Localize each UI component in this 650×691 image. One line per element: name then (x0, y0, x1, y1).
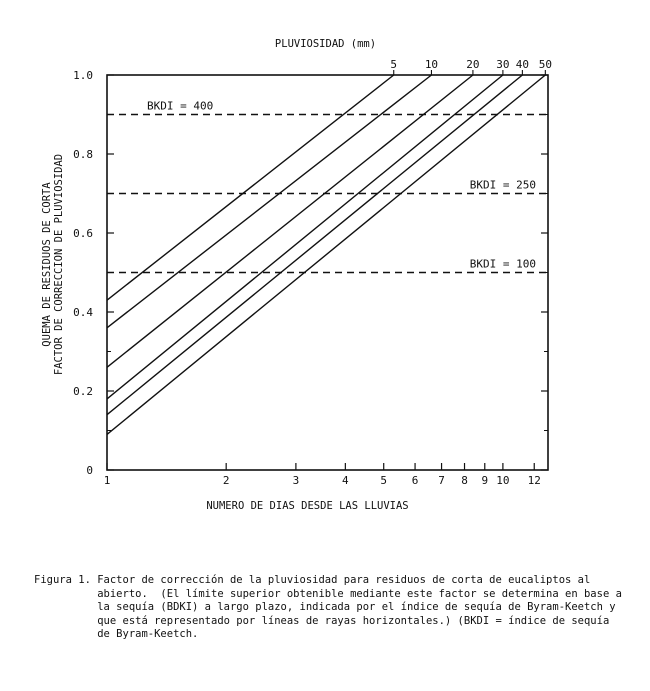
series-label: 50 (538, 58, 552, 71)
x-tick-label: 6 (411, 474, 419, 487)
series-label: 5 (390, 58, 398, 71)
series-label: 20 (466, 58, 480, 71)
y-tick-label: 0.6 (73, 227, 93, 240)
figure-caption (34, 574, 629, 642)
top-axis-title: PLUVIOSIDAD (mm) (274, 38, 377, 50)
caption-text: Factor de corrección de la pluviosidad para residuos de corta de eucaliptos al abierto. (El límite superior obtenible mediante este factor se determina en base a la sequía (BDKI) a largo plazo, indicada por el índice de sequía de Byram-Keetch y que está representado por líneas de rayas horizontales.) (BKDI = índice de sequía de Byram-Keetch. (97, 574, 629, 640)
x-tick-label: 4 (342, 474, 349, 487)
y-tick-label: 0 (86, 464, 93, 477)
x-tick-label: 2 (222, 474, 230, 487)
series-label: 10 (424, 58, 439, 71)
y-tick-label: 0.8 (73, 148, 93, 161)
x-tick-label: 3 (292, 474, 300, 487)
x-axis-title: NUMERO DE DIAS DESDE LAS LLUVIAS (206, 500, 409, 512)
x-tick-label: 7 (438, 474, 445, 487)
x-tick-label: 9 (481, 474, 489, 487)
bkdi-label: BKDI = 400 (147, 99, 214, 113)
rainfall-series-line (107, 75, 522, 415)
y-axis-title-line1: QUEMA DE RESIDUOS DE CORTA (41, 182, 53, 347)
rainfall-series-line (107, 75, 503, 399)
bkdi-label: BKDI = 100 (469, 257, 536, 271)
series-label: 40 (515, 58, 530, 71)
x-tick-label: 1 (103, 474, 111, 487)
bkdi-label: BKDI = 250 (469, 178, 536, 192)
x-tick-label: 8 (461, 474, 468, 487)
x-tick-label: 10 (496, 474, 510, 487)
rainfall-series-line (107, 75, 431, 328)
y-tick-label: 1.0 (73, 69, 93, 82)
x-tick-label: 5 (380, 474, 388, 487)
series-label: 30 (496, 58, 510, 71)
y-tick-label: 0.2 (73, 385, 93, 398)
y-axis-title-line2: FACTOR DE CORRECCION DE PLUVIOSIDAD (53, 153, 65, 376)
rainfall-series-line (107, 75, 473, 367)
caption-prefix: Figura 1. (34, 574, 98, 586)
x-tick-label: 12 (527, 474, 541, 487)
y-tick-label: 0.4 (73, 306, 93, 319)
